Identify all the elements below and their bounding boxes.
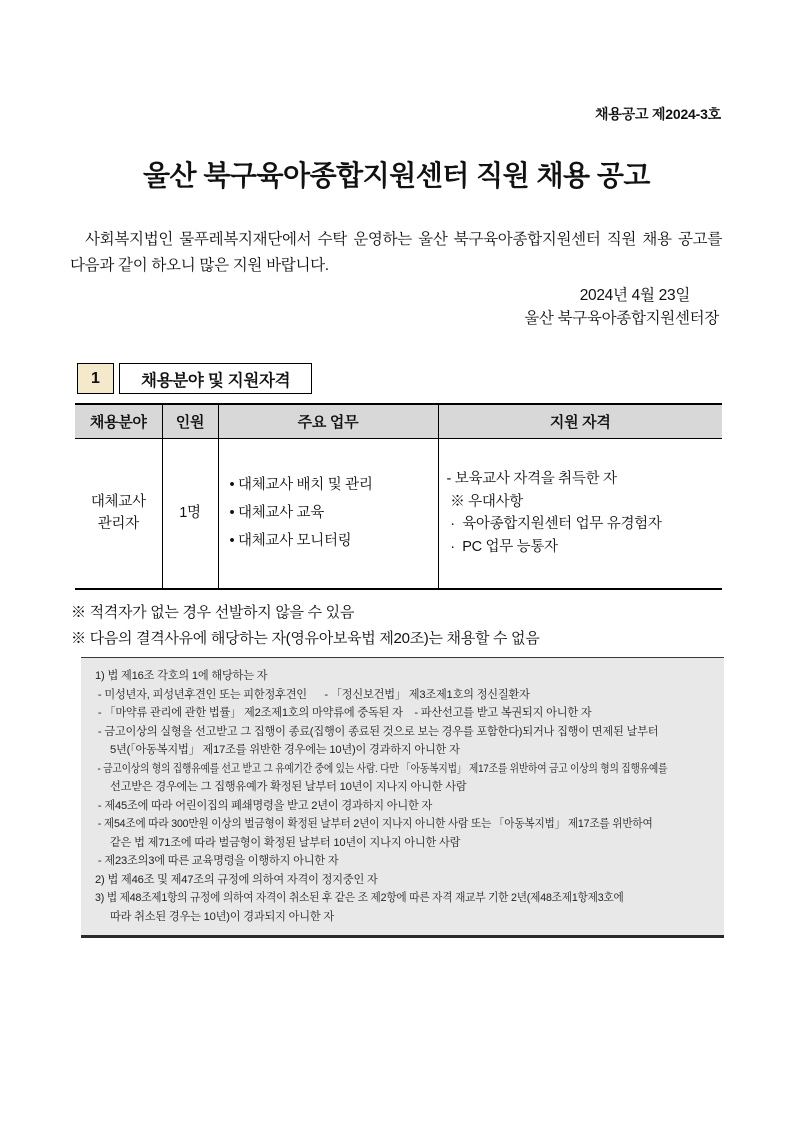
disqualification-line: 1) 법 제16조 각호의 1에 해당하는 자 — [95, 670, 268, 682]
disqualification-line: 2) 법 제46조 및 제47조의 규정에 의하여 자격이 정지중인 자 — [95, 873, 378, 886]
qualification-item: · 육아종합지원센터 업무 유경험자 — [446, 516, 662, 533]
cell-qualifications — [438, 438, 722, 589]
section1-heading — [77, 363, 793, 394]
column-header-qualifications: 지원 자격 — [438, 404, 722, 438]
notes — [71, 600, 793, 652]
column-header-field: 채용분야 — [75, 404, 162, 438]
section1-title: 채용분야 및 지원자격 — [119, 363, 312, 394]
field-line: 관리자 — [97, 516, 139, 533]
signer: 울산 북구육아종합지원센터장 — [524, 310, 719, 327]
qualification-item: · PC 업무 능통자 — [446, 538, 558, 555]
duty-item: • 대체교사 교육 — [229, 505, 324, 522]
disqualification-box — [81, 657, 724, 938]
duty-item: • 대체교사 배치 및 관리 — [229, 477, 373, 494]
intro-paragraph: 사회복지법인 물푸레복지재단에서 수탁 운영하는 울산 북구육아종합지원센터 직원 채용 공고를 다음과 같이 하오니 많은 지원 바랍니다. — [70, 231, 722, 274]
disqualification-line: 선고받은 경우에는 그 집행유예가 확정된 날부터 10년이 지나지 아니한 사람 — [110, 781, 467, 793]
cell-headcount — [162, 438, 218, 589]
duty-item: • 대체교사 모니터링 — [229, 533, 352, 550]
table-header-row — [75, 404, 722, 438]
qualification-item: - 보육교사 자격을 취득한 자 — [446, 471, 617, 488]
field-line: 대체교사 — [90, 494, 146, 511]
recruitment-table — [75, 403, 722, 590]
qualification-item: ※ 우대사항 — [446, 493, 523, 510]
disqualification-line: - 미성년자, 피성년후견인 또는 피한정후견인 - 「정신보건법」 제3조제1호의 정신질환자 — [95, 688, 530, 701]
disqualification-line: - 금고이상의 실형을 선고받고 그 집행이 종료(집행이 종료된 것으로 보는 경우를 포함한다)되거나 집행이 면제된 날부터 — [95, 725, 659, 738]
section1-number-badge: 1 — [77, 363, 114, 394]
disqualification-line: 따라 취소된 경우는 10년)이 경과되지 아니한 자 — [110, 910, 334, 923]
headcount-value: 1명 — [179, 505, 201, 522]
disqualification-line: - 제45조에 따라 어린이집의 폐쇄명령을 받고 2년이 경과하지 아니한 자 — [95, 799, 433, 812]
doc-number: 채용공고 제2024-3호 — [594, 106, 721, 122]
disqualification-line: - 「마약류 관리에 관한 법률」 제2조제1호의 마약류에 중독된 자 - 파산선고를 받고 복권되지 아니한 자 — [95, 707, 592, 719]
disqualification-line: 5년(「아동복지법」 제17조를 위반한 경우에는 10년)이 경과하지 아니한 자 — [110, 744, 460, 756]
table-row — [75, 438, 722, 589]
cell-duties — [218, 438, 438, 589]
disqualification-line: 같은 법 제71조에 따라 벌금형이 확정된 날부터 10년이 지나지 아니한 사람 — [110, 836, 461, 849]
announcement-date: 2024년 4월 23일 — [579, 287, 690, 304]
page-title: 울산 북구육아종합지원센터 직원 채용 공고 — [143, 160, 650, 191]
disqualification-line: - 금고이상의 형의 집행유예를 선고 받고 그 유예기간 중에 있는 사람. 다만 「아동복지법」 제17조를 위반하여 금고 이상의 형의 집행유예를 — [95, 762, 668, 775]
disqualification-line: - 제23조의3에 따른 교육명령을 이행하지 아니한 자 — [95, 855, 339, 867]
column-header-duties: 주요 업무 — [218, 404, 438, 438]
note-item: ※ 다음의 결격사유에 해당하는 자(영유아보육법 제20조)는 채용할 수 없음 — [71, 630, 540, 647]
note-item: ※ 적격자가 없는 경우 선발하지 않을 수 있음 — [71, 604, 355, 621]
cell-field — [75, 438, 162, 589]
disqualification-line: - 제54조에 따라 300만원 이상의 벌금형이 확정된 날부터 2년이 지나지 아니한 사람 또는 「아동복지법」 제17조를 위반하여 — [95, 818, 653, 830]
column-header-headcount: 인원 — [162, 404, 218, 438]
disqualification-line: 3) 법 제48조제1항의 규정에 의하여 자격이 취소된 후 같은 조 제2항에 따른 자격 재교부 기한 2년(제48조제1항제3호에 — [95, 892, 624, 904]
